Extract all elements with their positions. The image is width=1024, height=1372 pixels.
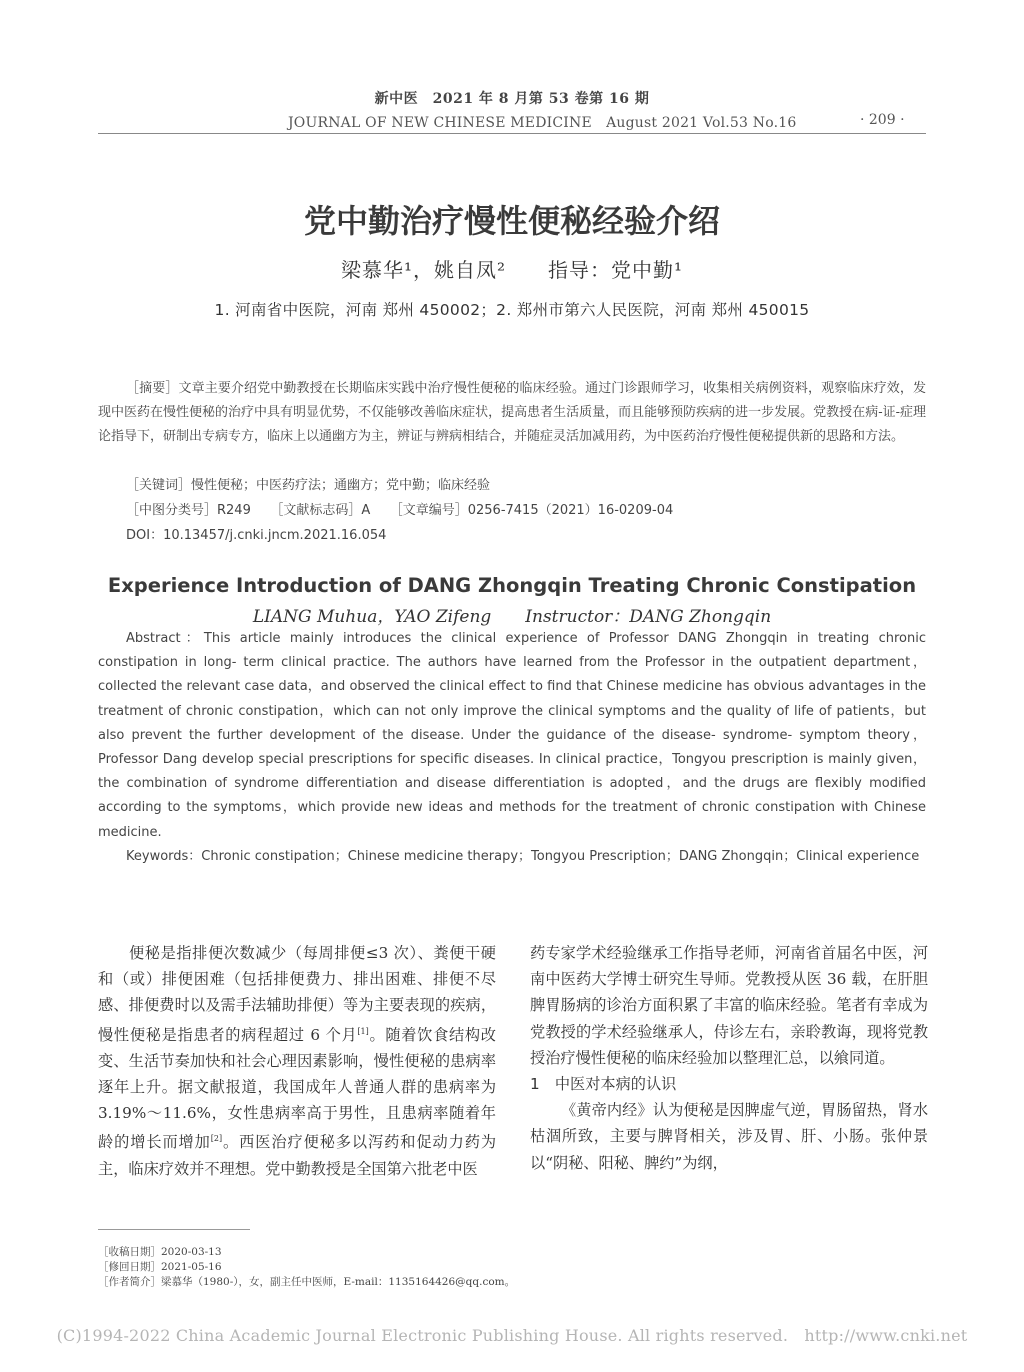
doi[interactable]: DOI：10.13457/j.cnki.jncm.2021.16.054 [126,528,387,543]
body-paragraph: 药专家学术经验继承工作指导老师，河南省首届名中医，河南中医药大学博士研究生导师。党教授从医 36 载，在肝胆脾胃肠病的诊治方面积累了丰富的临床经验。笔者有幸成为党教授的学术经验继承人，侍诊左右，亲聆教诲，现将党教授治疗慢性便秘的临床经验加以整理汇总，以飨同道。 [530,944,928,1067]
footnote-revised: ［修回日期］2021-05-16 [98,1261,222,1273]
body-text: 。西医治疗便秘多以泻药和促动力药为主，临床疗效并不理想。党中勤教授是全国第六批老中医 [98,1133,497,1178]
abstract-cn: ［摘要］文章主要介绍党中勤教授在长期临床实践中治疗慢性便秘的临床经验。通过门诊跟师学习，收集相关病例资料，观察临床疗效，发现中医药在慢性便秘的治疗中具有明显优势，不仅能够改善临床症状，提高患者生活质量，而且能够预防疾病的进一步发展。党教授在病-证-症理论指导下，研制出专病专方，临床上以通幽方为主，辨证与辨病相结合，并随症灵活加减用药，为中医药治疗慢性便秘提供新的思路和方法。 [98,381,926,444]
article-title-cn: 党中勤治疗慢性便秘经验介绍 [303,202,720,240]
classification-info: ［中图分类号］R249 ［文献标志码］A ［文章编号］0256-7415（2021）16-0209-04 [126,503,674,518]
article-title-en: Experience Introduction of DANG Zhongqin Treating Chronic Constipation [107,574,917,597]
body-column-left [98,940,496,1182]
keywords-en: Keywords：Chronic constipation；Chinese medicine therapy；Tongyou Prescription；DANG Zhongqin；Clinical experience [126,849,920,864]
reference-marker[interactable]: [2] [210,1134,223,1144]
section-heading: 1 中医对本病的认识 [530,1075,677,1094]
footnote-received: ［收稿日期］2020-03-13 [98,1246,222,1258]
footnote-rule [98,1229,250,1230]
keywords-cn: ［关键词］慢性便秘；中医药疗法；通幽方；党中勤；临床经验 [126,478,491,493]
header-rule [98,133,926,134]
body-text: 便秘是指排便次数减少（每周排便≤3 次）、粪便干硬和（或）排便困难（包括排便费力、排出困难、排便不尽感、排便费时以及需手法辅助排便）等为主要表现的疾病，慢性便秘是指患者的病程超过 6 个月 [98,944,496,1044]
body-paragraph: 《黄帝内经》认为便秘是因脾虚气逆，胃肠留热，肾水枯涸所致，主要与脾肾相关，涉及胃、肝、小肠。张仲景以“阴秘、阳秘、脾约”为纲， [530,1101,928,1172]
abstract-en: Abstract：This article mainly introduces the clinical experience of Professor DANG Zhongqin in treating chronic constipation in long- term clinical practice. The authors have learned from the Professor in the outpatient department，collected the relevant case data，and observed the clinical effect to find that Chinese medicine has obvious advantages in the treatment of chronic constipation，which can not only improve the clinical symptoms and the quality of life of patients，but also prevent the further development of the disease. Under the guidance of the disease- syndrome- symptom theory，Professor Dang develop special prescriptions for specific diseases. In clinical practice，Tongyou prescription is mainly given，the combination of syndrome differentiation and disease differentiation is adopted，and the drugs are flexibly modified according to the symptoms，which provide new ideas and methods for the treatment of chronic constipation with Chinese medicine. [98,631,926,840]
copyright-watermark: (C)1994-2022 China Academic Journal Electronic Publishing House. All rights reserved. http://www.cnki.net [56,1326,968,1345]
reference-marker[interactable]: [1] [357,1026,369,1036]
authors-en: LIANG Muhua，YAO Zifeng Instructor：DANG Zhongqin [252,607,772,627]
affiliations-cn: 1. 河南省中医院，河南 郑州 450002；2. 郑州市第六人民医院，河南 郑州 450015 [214,301,810,319]
authors-cn: 梁慕华¹，姚自凤² 指导：党中勤¹ [340,258,684,282]
journal-header-cn: 新中医 2021 年 8 月第 53 卷第 16 期 [374,91,650,107]
page-number: · 209 · [860,112,905,128]
footnote-author-bio: ［作者简介］梁慕华（1980-），女，副主任中医师，E-mail：1135164426@qq.com。 [98,1276,516,1288]
journal-header-en: JOURNAL OF NEW CHINESE MEDICINE August 2021 Vol.53 No.16 [288,115,797,131]
body-text: 。随着饮食结构改变、生活节奏加快和社会心理因素影响，慢性便秘的患病率逐年上升。据文献报道，我国成年人普通人群的患病率为 3.19%～11.6%，女性患病率高于男性，且患病率随着年龄的增长而增加 [98,1025,496,1152]
body-column-right [530,940,928,1176]
body-paragraph [98,940,496,1182]
